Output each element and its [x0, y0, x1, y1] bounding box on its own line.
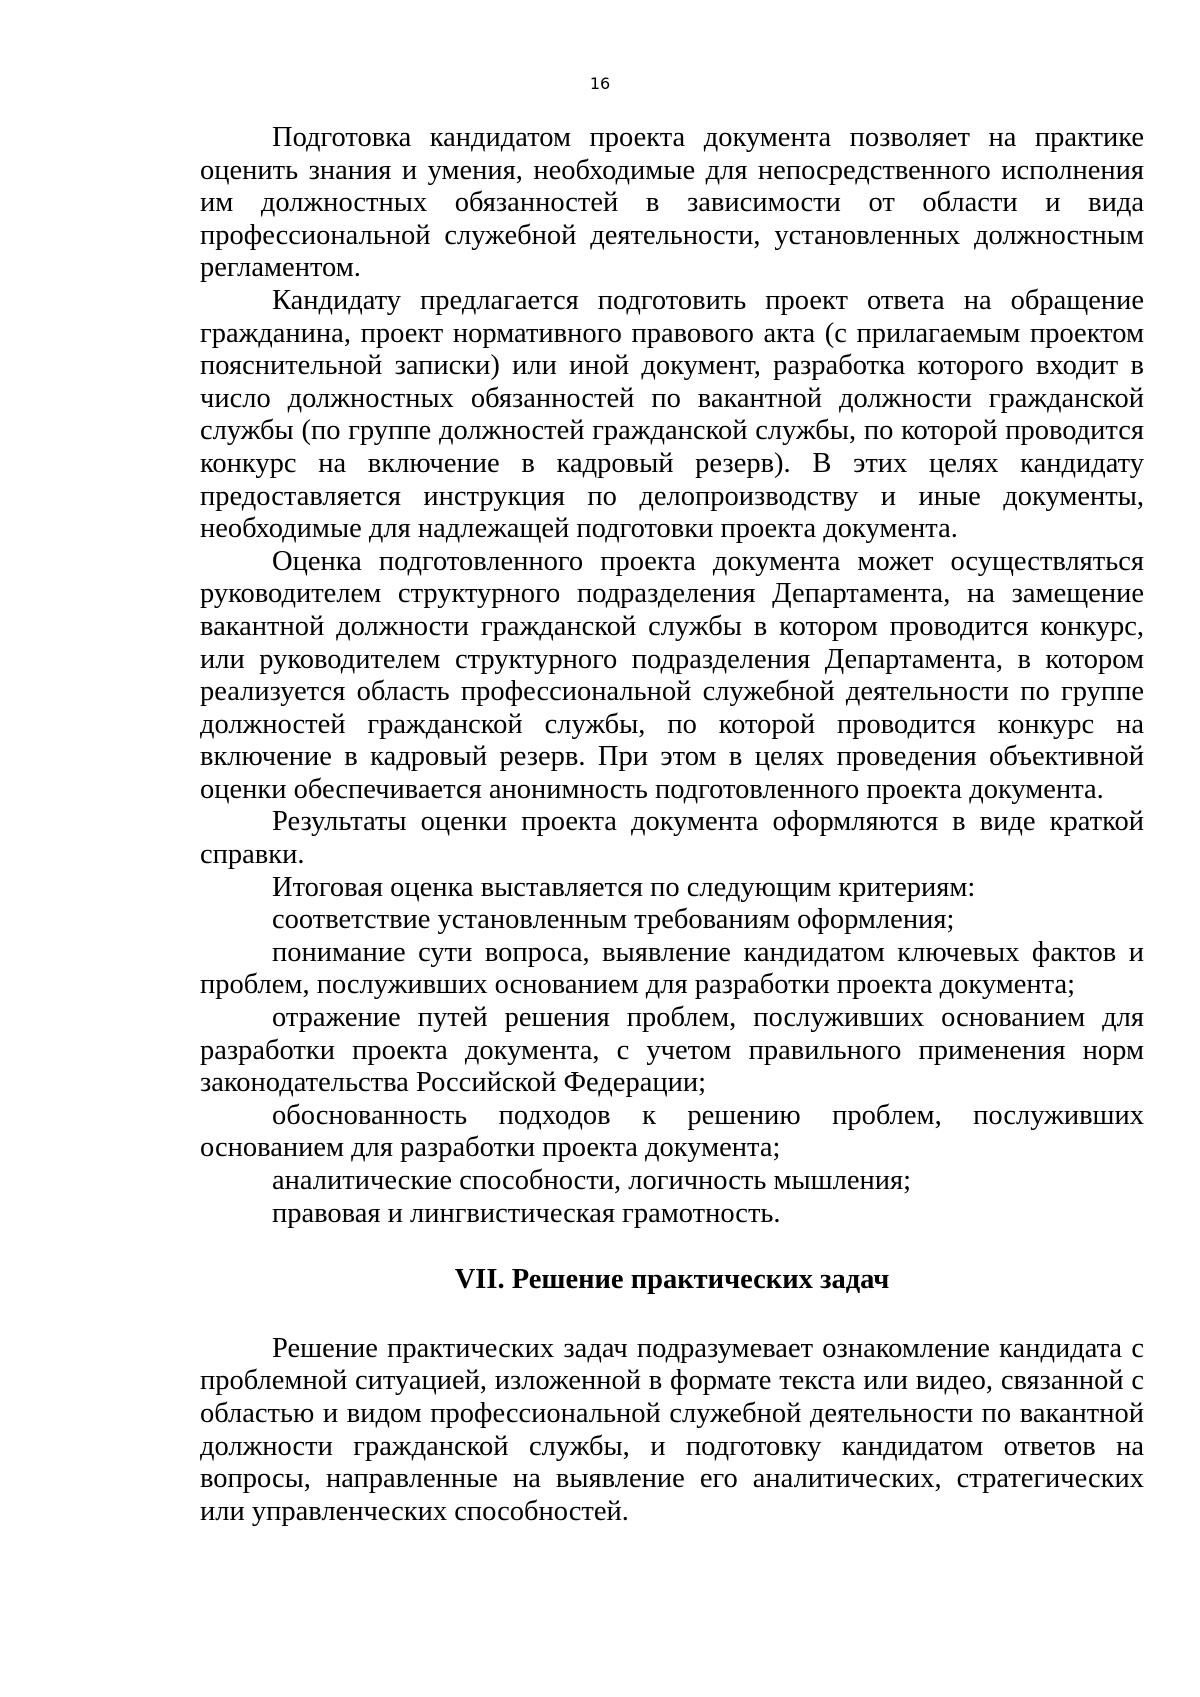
- paragraph: Оценка подготовленного проекта документа может осуществляться руководителем структурного подразделения Департамента, на замещение вакантной должности гражданской службы в котором проводится конкурс, или руководителем структурного подразделения Департамента, в котором реализуется область профессиональной служебной деятельности по группе должностей гражданской службы, по которой проводится конкурс на включение в кадровый резерв. При этом в целях проведения объективной оценки обеспечивается анонимность подготовленного проекта документа.: [200, 545, 1144, 805]
- paragraph: Решение практических задач подразумевает ознакомление кандидата с проблемной ситуацией, изложенной в формате текста или видео, связанной с областью и видом профессиональной служебной деятельности по вакантной должности гражданской службы, и подготовку кандидатом ответов на вопросы, направленные на выявление его аналитических, стратегических или управленческих способностей.: [200, 1332, 1144, 1527]
- paragraph: Результаты оценки проекта документа оформляются в виде краткой справки.: [200, 806, 1144, 871]
- criteria-item: соответствие установленным требованиям оформления;: [272, 904, 955, 936]
- page-number: 16: [589, 74, 611, 93]
- paragraph: Кандидату предлагается подготовить проект ответа на обращение гражданина, проект нормативного правового акта (с прилагаемым проектом пояснительной записки) или иной документ, разработка которого входит в число должностных обязанностей по вакантной должности гражданской службы (по группе должностей гражданской службы, по которой проводится конкурс на включение в кадровый резерв). В этих целях кандидату предоставляется инструкция по делопроизводству и иные документы, необходимые для надлежащей подготовки проекта документа.: [200, 284, 1144, 545]
- section-heading: VII. Решение практических задач: [454, 1264, 890, 1296]
- criteria-item: аналитические способности, логичность мышления;: [272, 1165, 911, 1196]
- document-body: [200, 122, 1144, 1528]
- paragraph: Подготовка кандидатом проекта документа позволяет на практике оценить знания и умения, необходимые для непосредственного исполнения им должностных обязанностей в зависимости от области и вида профессиональной служебной деятельности, установленных должностным регламентом.: [200, 122, 1144, 284]
- criteria-item: отражение путей решения проблем, послуживших основанием для разработки проекта документа, с учетом правильного применения норм законодательства Российской Федерации;: [200, 1002, 1144, 1099]
- criteria-item: обоснованность подходов к решению проблем, послуживших основанием для разработки проекта документа;: [200, 1099, 1144, 1164]
- criteria-item: правовая и лингвистическая грамотность.: [272, 1197, 781, 1229]
- criteria-intro: Итоговая оценка выставляется по следующим критериям:: [272, 871, 976, 903]
- criteria-item: понимание сути вопроса, выявление кандидатом ключевых фактов и проблем, послуживших основанием для разработки проекта документа;: [200, 936, 1144, 1001]
